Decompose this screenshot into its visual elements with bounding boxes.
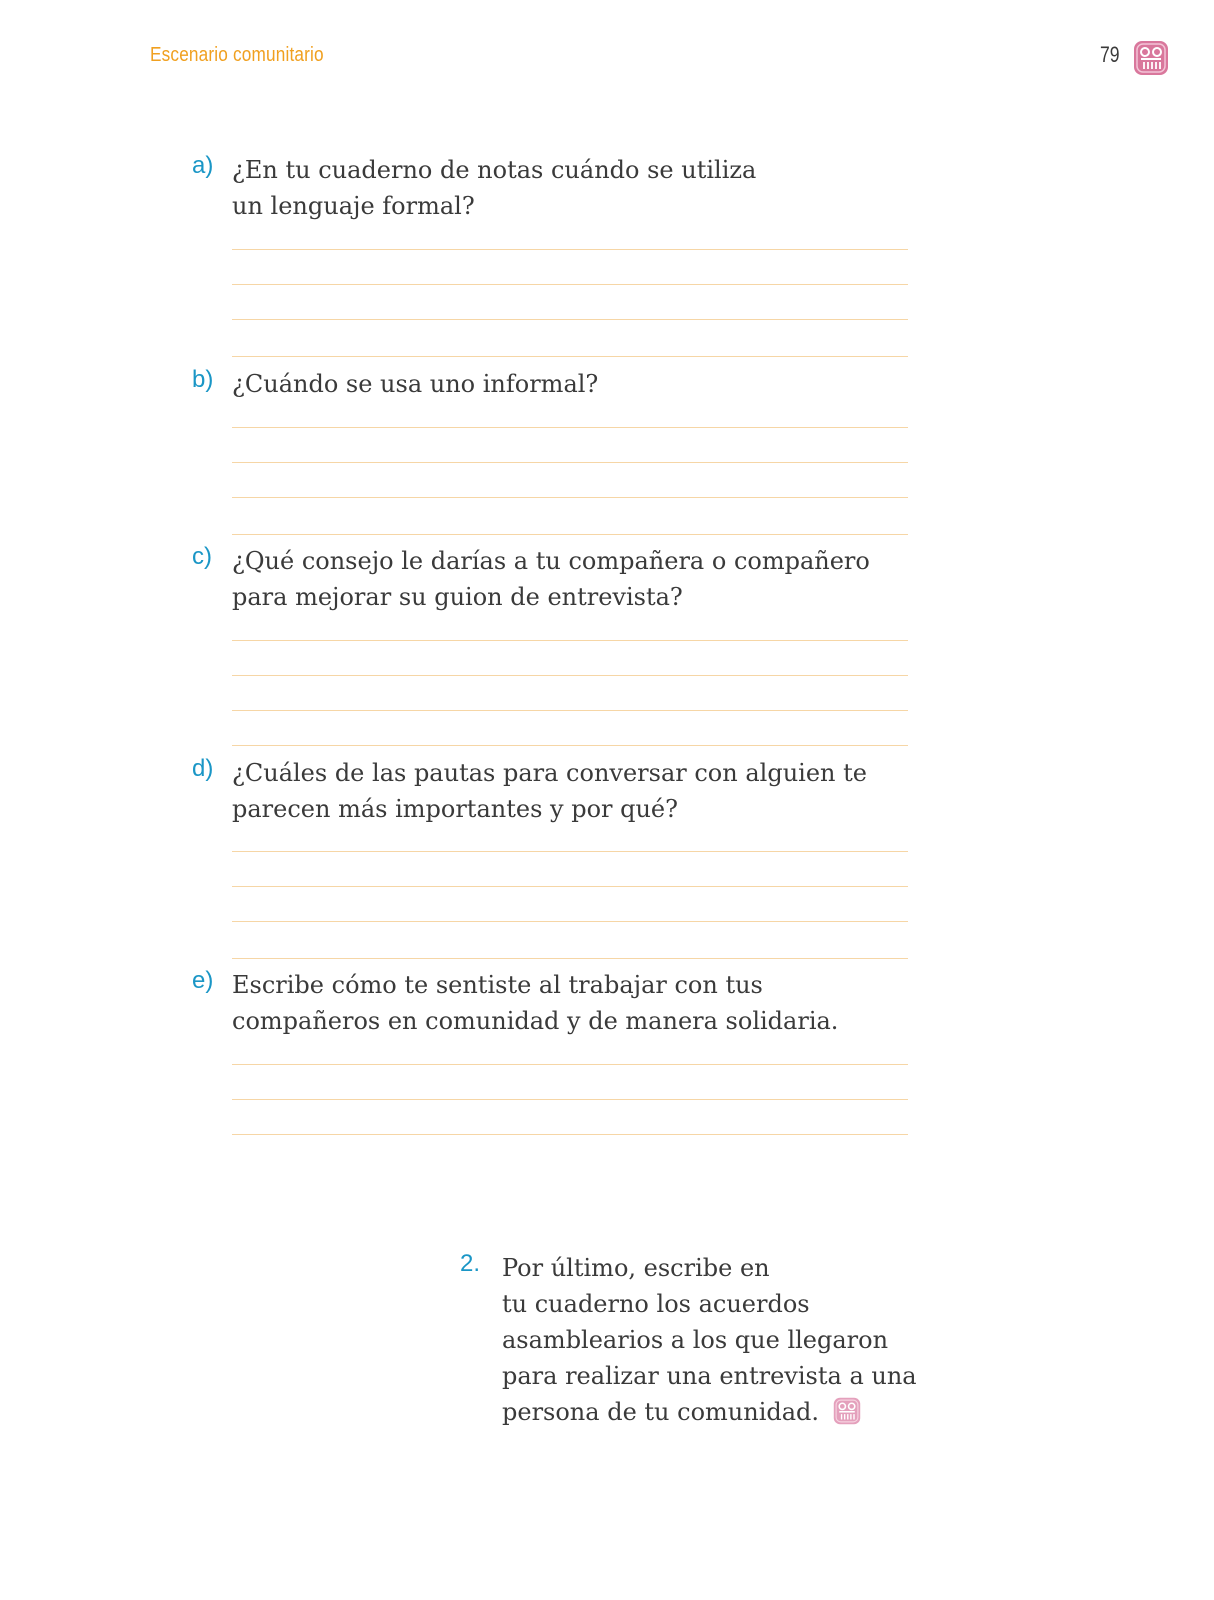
question-text-line: para mejorar su guion de entrevista? (232, 583, 683, 611)
answer-line[interactable] (232, 356, 908, 357)
question-text-line: compañeros en comunidad y de manera solidaria. (232, 1007, 839, 1035)
question-text-line: ¿Qué consejo le darías a tu compañera o compañero (232, 547, 870, 575)
final-instruction-text (502, 1250, 940, 1430)
answer-line[interactable] (232, 284, 908, 285)
section-title: Escenario comunitario (150, 44, 324, 66)
question-text-line: ¿Cuándo se usa uno informal? (232, 370, 599, 398)
answer-line[interactable] (232, 1099, 908, 1100)
answer-line[interactable] (232, 462, 908, 463)
answer-line[interactable] (232, 427, 908, 428)
final-text-line: tu cuaderno los acuerdos (502, 1290, 810, 1318)
final-text-line: persona de tu comunidad. (502, 1398, 820, 1426)
question-text (232, 755, 912, 827)
answer-line[interactable] (232, 1134, 908, 1135)
answer-line[interactable] (232, 710, 908, 711)
answer-line[interactable] (232, 534, 908, 535)
final-instruction (460, 1250, 940, 1430)
question-letter: e) (192, 967, 214, 994)
answer-line[interactable] (232, 745, 908, 746)
question-letter: d) (192, 755, 214, 782)
question-text-line: ¿En tu cuaderno de notas cuándo se utiliza (232, 156, 757, 184)
answer-line[interactable] (232, 1064, 908, 1065)
answer-line[interactable] (232, 886, 908, 887)
community-scenario-emblem-icon (1133, 40, 1169, 76)
community-scenario-emblem-icon (833, 1397, 861, 1425)
answer-line[interactable] (232, 958, 908, 959)
final-text-line: Por último, escribe en (502, 1254, 770, 1282)
question-letter: a) (192, 152, 214, 179)
question-b (192, 366, 912, 402)
final-text-line: asamblearios a los que llegaron (502, 1326, 889, 1354)
question-text (232, 152, 912, 224)
question-e (192, 967, 912, 1039)
question-letter: b) (192, 366, 214, 393)
answer-line[interactable] (232, 640, 908, 641)
question-text-line: ¿Cuáles de las pautas para conversar con alguien te (232, 759, 867, 787)
answer-line[interactable] (232, 851, 908, 852)
item-number: 2. (460, 1250, 481, 1277)
question-letter: c) (192, 543, 212, 570)
question-a (192, 152, 912, 224)
answer-line[interactable] (232, 675, 908, 676)
final-text-line: para realizar una entrevista a una (502, 1362, 917, 1390)
final-text-line-last (502, 1394, 940, 1430)
question-text-line: Escribe cómo te sentiste al trabajar con tus (232, 971, 763, 999)
question-text (232, 366, 912, 402)
answer-line[interactable] (232, 921, 908, 922)
answer-line[interactable] (232, 497, 908, 498)
question-text-line: parecen más importantes y por qué? (232, 795, 679, 823)
page-number: 79 (1100, 42, 1120, 67)
answer-line[interactable] (232, 319, 908, 320)
question-c (192, 543, 912, 615)
question-text (232, 543, 912, 615)
question-text-line: un lenguaje formal? (232, 192, 475, 220)
question-text (232, 967, 912, 1039)
question-d (192, 755, 912, 827)
answer-line[interactable] (232, 249, 908, 250)
